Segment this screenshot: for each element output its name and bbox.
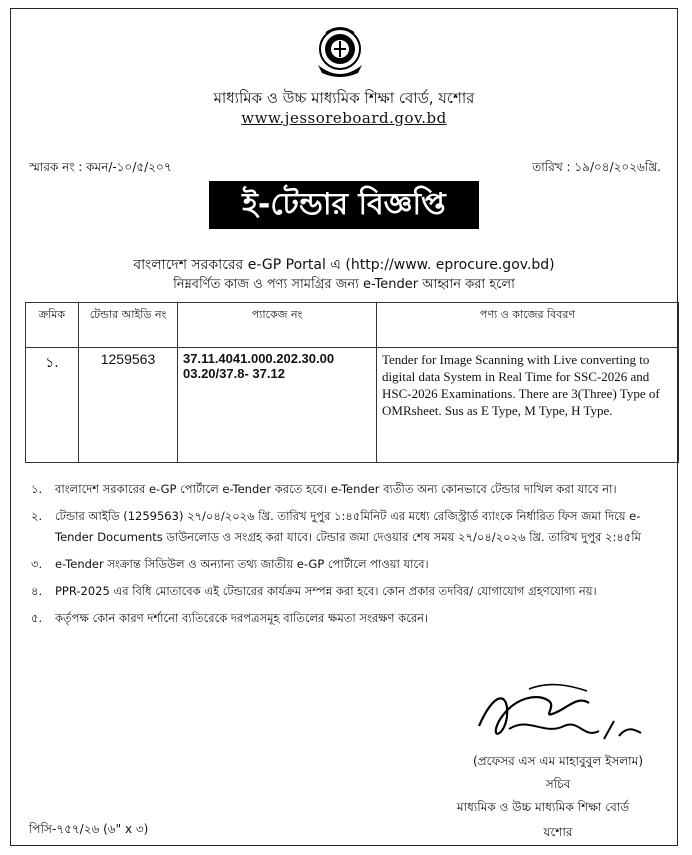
cell-tender-id: 1259563 (79, 348, 178, 463)
handwritten-signature (469, 681, 659, 751)
list-item-number: ৫. (31, 611, 43, 625)
list-item-text: টেন্ডার আইডি (1259563) ২৭/০৪/২০২৬ খ্রি. তারিখ দুপুর ১:৪৫মিনিট এর মধ্যে রেজিস্ট্রার্ড ব্যাংকে নির্ধারিত ফিস জমা দিয়ে e-Tender Documents ডাউনলোড ও সংগ্রহ করা যাবে। টেন্ডার জমা দেওয়ার শেষ সময় ২৭/০৪/২০২৬ খ্রি. তারিখ দুপুর ২:৪৫মি (55, 509, 641, 544)
list-item-text: বাংলাদেশ সরকারের e-GP পোর্টালে e-Tender করতে হবে। e-Tender ব্যতীত অন্য কোনভাবে টেন্ডার দাখিল করা যাবে না। (55, 482, 617, 496)
list-item (25, 479, 675, 500)
memo-number: স্মারক নং : কমন/-১০/৫/২০৭ (29, 160, 172, 174)
notice-page (10, 8, 678, 846)
table-row (26, 348, 679, 463)
signatory-city: যশোর (543, 825, 573, 839)
list-item (25, 506, 675, 548)
header-serial: ক্রমিক (26, 303, 79, 348)
cell-package-no: 37.11.4041.000.202.30.00 03.20/37.8- 37.12 (178, 348, 377, 463)
notice-title-banner: ই-টেন্ডার বিজ্ঞপ্তি (209, 181, 479, 229)
board-emblem-icon (314, 25, 366, 81)
board-name: মাধ্যমিক ও উচ্চ মাধ্যমিক শিক্ষা বোর্ড, যশোর (213, 89, 475, 107)
list-item (25, 581, 675, 602)
list-item (25, 554, 675, 575)
list-item (25, 608, 675, 629)
cell-description: Tender for Image Scanning with Live converting to digital data System in Real Time for SSC-2026 and HSC-2026 Examinations. There are 3(Three) Type of OMRsheet. Sus as E Type, M Type, H Type. (377, 348, 679, 463)
terms-list (25, 479, 675, 635)
signatory-designation: সচিব (545, 777, 571, 791)
press-code: পিসি-৭৫৭/২৬ (৬" x ৩) (29, 822, 149, 836)
tender-table (25, 302, 679, 463)
list-item-text: PPR-2025 এর বিধি মোতাবেক এই টেন্ডারের কার্যক্রম সম্পন্ন করা হবে। কোন প্রকার তদবির/ যোগাযোগ গ্রহণযোগ্য নয়। (55, 584, 597, 598)
list-item-number: ২. (31, 509, 43, 523)
list-item-text: e-Tender সংক্রান্ত সিডিউল ও অন্যান্য তথ্য জাতীয় e-GP পোর্টালে পাওয়া যাবে। (55, 557, 429, 571)
signatory-board: মাধ্যমিক ও উচ্চ মাধ্যমিক শিক্ষা বোর্ড (456, 800, 630, 814)
header-description: পণ্য ও কাজের বিবরণ (377, 303, 679, 348)
list-item-number: ৩. (31, 557, 43, 571)
header-package-no: প্যাকেজ নং (178, 303, 377, 348)
notice-date: তারিখ : ১৯/০৪/২০২৬খ্রি. (532, 160, 661, 174)
list-item-text: কর্তৃপক্ষ কোন কারণ দর্শানো ব্যতিরেকে দরপত্রসমূহ বাতিলের ক্ষমতা সংরক্ষণ করেন। (55, 611, 429, 625)
signatory-name: (প্রফেসর এস এম মাহাবুবুল ইসলাম) (472, 754, 644, 768)
header-tender-id: টেন্ডার আইডি নং (79, 303, 178, 348)
intro-line-2: নিম্নবর্ণিত কাজ ও পণ্য সামগ্রির জন্য e-Tender আহ্বান করা হলো (173, 277, 515, 292)
list-item-number: ১. (31, 482, 43, 496)
cell-serial: ১. (26, 348, 79, 463)
table-header-row (26, 303, 679, 348)
board-website-link[interactable]: www.jessoreboard.gov.bd (241, 109, 447, 127)
intro-line-1: বাংলাদেশ সরকারের e-GP Portal এ (http://www. eprocure.gov.bd) (133, 257, 555, 273)
list-item-number: ৪. (31, 584, 43, 598)
